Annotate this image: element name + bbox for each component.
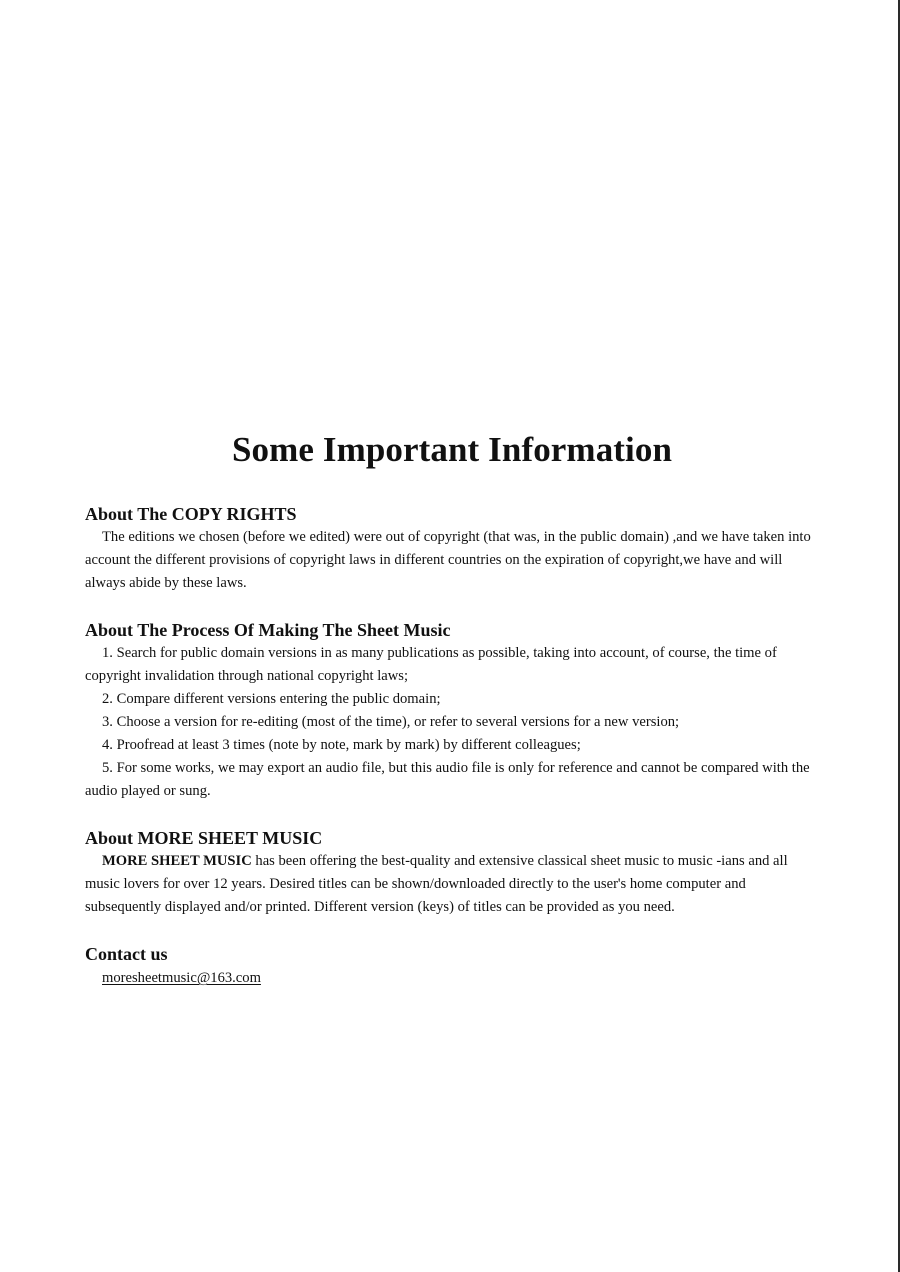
copyright-section bbox=[85, 502, 811, 595]
about-paragraph bbox=[85, 850, 811, 919]
contact-heading: Contact us bbox=[85, 944, 168, 964]
contact-email-link[interactable]: moresheetmusic@163.com bbox=[102, 970, 261, 986]
document-content bbox=[85, 428, 811, 990]
process-heading: About The Process Of Making The Sheet Music bbox=[85, 620, 451, 640]
copyright-heading: About The COPY RIGHTS bbox=[85, 504, 297, 524]
process-step-2: 2. Compare different versions entering the public domain; bbox=[102, 691, 441, 707]
page-title: Some Important Information bbox=[231, 430, 673, 469]
contact-line bbox=[85, 966, 811, 990]
about-body-text: has been offering the best-quality and extensive classical sheet music to music -ians and all music lovers for over 12 years. Desired titles can be shown/downloaded directly to the user's home computer and subsequently displayed and/or printed. Different version (keys) of titles can be provided as you need. bbox=[85, 853, 788, 915]
process-step-5: 5. For some works, we may export an audio file, but this audio file is only for reference and cannot be compared with the audio played or sung. bbox=[85, 760, 810, 799]
about-heading: About MORE SHEET MUSIC bbox=[85, 828, 323, 848]
about-section bbox=[85, 826, 811, 919]
brand-name: MORE SHEET MUSIC bbox=[102, 853, 252, 869]
process-step-4: 4. Proofread at least 3 times (note by note, mark by mark) by different colleagues; bbox=[102, 737, 581, 753]
process-step-3: 3. Choose a version for re-editing (most of the time), or refer to several versions for a new version; bbox=[102, 714, 680, 730]
copyright-paragraph: The editions we chosen (before we edited) were out of copyright (that was, in the public domain) ,and we have taken into account the different provisions of copyright laws in different countries on the expiration of copyright,we have and will always abide by these laws. bbox=[85, 529, 811, 591]
contact-section bbox=[85, 942, 811, 990]
process-step-1: 1. Search for public domain versions in as many publications as possible, taking into account, of course, the time of copyright invalidation through national copyright laws; bbox=[85, 645, 777, 684]
process-section bbox=[85, 618, 811, 803]
